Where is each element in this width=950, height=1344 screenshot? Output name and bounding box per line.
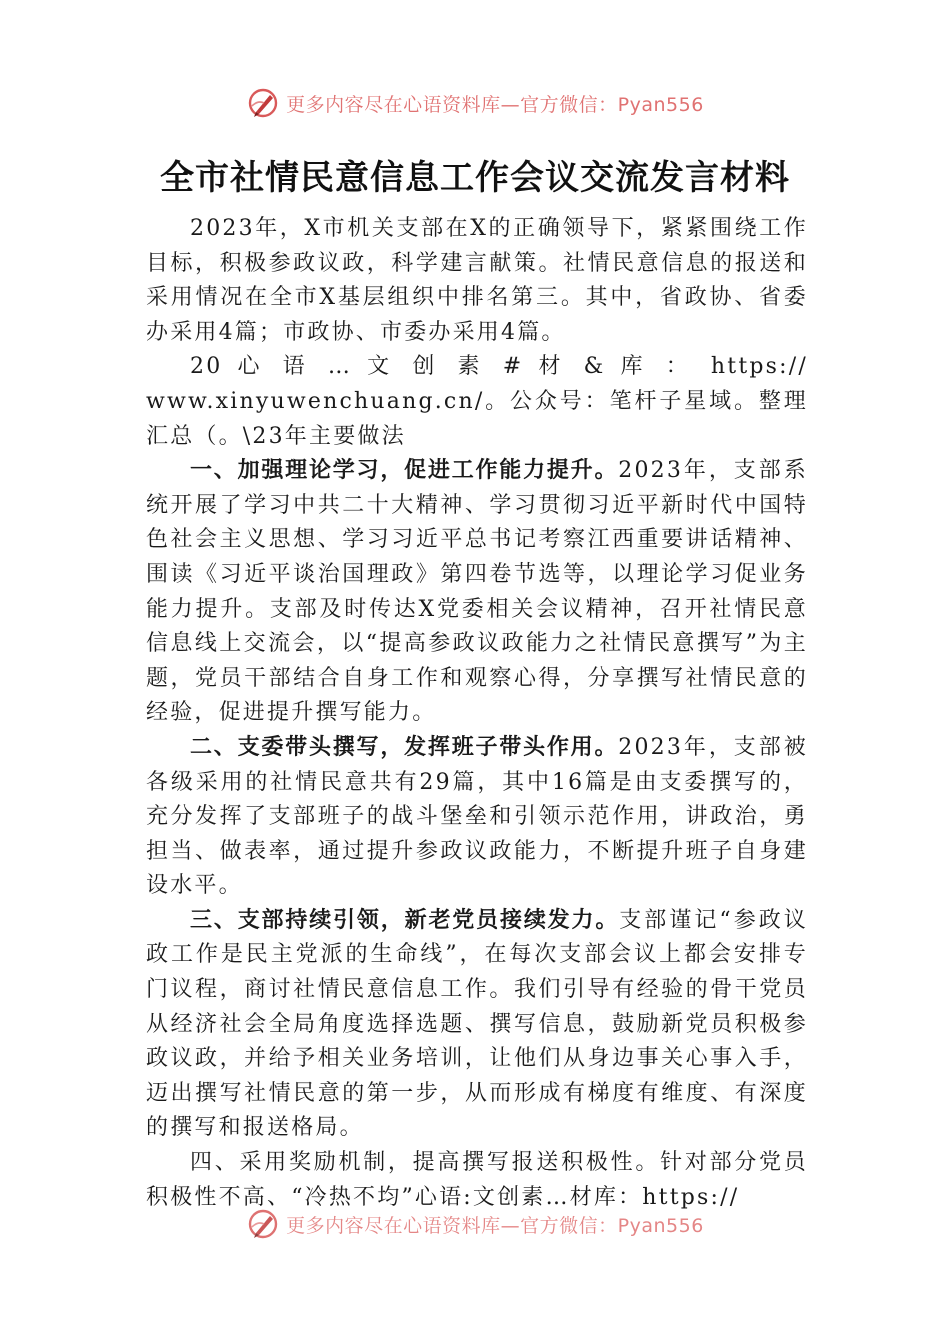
section-3-body: 支部谨记“参政议政工作是民主党派的生命线”，在每次支部会议上都会安排专门议程，商讨社情民意信息工作。我们引导有经验的骨干党员从经济社会全局角度选择选题、撰写信息，鼓励新党员积极参政议政，并给予相关业务培训，让他们从身边事关心事入手，迈出撰写社情民意的第一步，从而形成有梯度有维度、有深度的撰写和报送格局。 xyxy=(146,907,808,1141)
pen-logo-icon xyxy=(246,86,280,120)
header-watermark xyxy=(0,86,950,120)
section-1-heading: 一、加强理论学习，促进工作能力提升。 xyxy=(190,458,619,484)
paragraph-section-4: 四、采用奖励机制，提高撰写报送积极性。针对部分党员积极性不高、“冷热不均”心语:文创素…材库：https:// xyxy=(146,1150,808,1210)
paragraph-section-1 xyxy=(146,454,808,731)
paragraph-section-3 xyxy=(146,904,808,1146)
watermark-text: 更多内容尽在心语资料库—官方微信：Pyan556 xyxy=(286,1214,704,1237)
document-body xyxy=(146,212,808,1212)
section-2-heading: 二、支委带头撰写，发挥班子带头作用。 xyxy=(190,734,619,760)
section-1-body: 2023年，支部系统开展了学习中共二十大精神、学习贯彻习近平新时代中国特色社会主义思想、学习习近平总书记考察江西重要讲话精神、围读《习近平谈治国理政》第四卷节选等，以理论学习促业务能力提升。支部及时传达X党委相关会议精神，召开社情民意信息线上交流会，以“提高参政议政能力之社情民意撰写”为主题，党员干部结合自身工作和观察心得，分享撰写社情民意的经验，促进提升撰写能力。 xyxy=(146,458,808,726)
document-title: 全市社情民意信息工作会议交流发言材料 xyxy=(160,158,790,198)
pen-logo-icon xyxy=(246,1207,280,1241)
footer-watermark xyxy=(0,1207,950,1241)
section-3-heading: 三、支部持续引领，新老党员接续发力。 xyxy=(190,907,620,933)
section-2-body: 2023年，支部被各级采用的社情民意共有29篇，其中16篇是由支委撰写的，充分发挥了支部班子的战斗堡垒和引领示范作用，讲政治，勇担当、做表率，通过提升参政议政能力，不断提升班子自身建设水平。 xyxy=(146,734,808,899)
paragraph-section-2 xyxy=(146,731,808,904)
page-body-clip xyxy=(0,212,950,1212)
paragraph-source-line1: 20 心 语 … 文 创 素 # 材 & 库 ： https:// xyxy=(190,354,808,380)
paragraph-intro: 2023年，X市机关支部在X的正确领导下，紧紧围绕工作目标，积极参政议政，科学建言献策。社情民意信息的报送和采用情况在全市X基层组织中排名第三。其中，省政协、省委办采用4篇；市政协、市委办采用4篇。 xyxy=(146,216,808,345)
paragraph-source-line2: www.xinyuwenchuang.cn/。公众号：笔杆子星域。整理汇总（。\23年主要做法 xyxy=(146,388,808,449)
watermark-text: 更多内容尽在心语资料库—官方微信：Pyan556 xyxy=(286,93,704,116)
